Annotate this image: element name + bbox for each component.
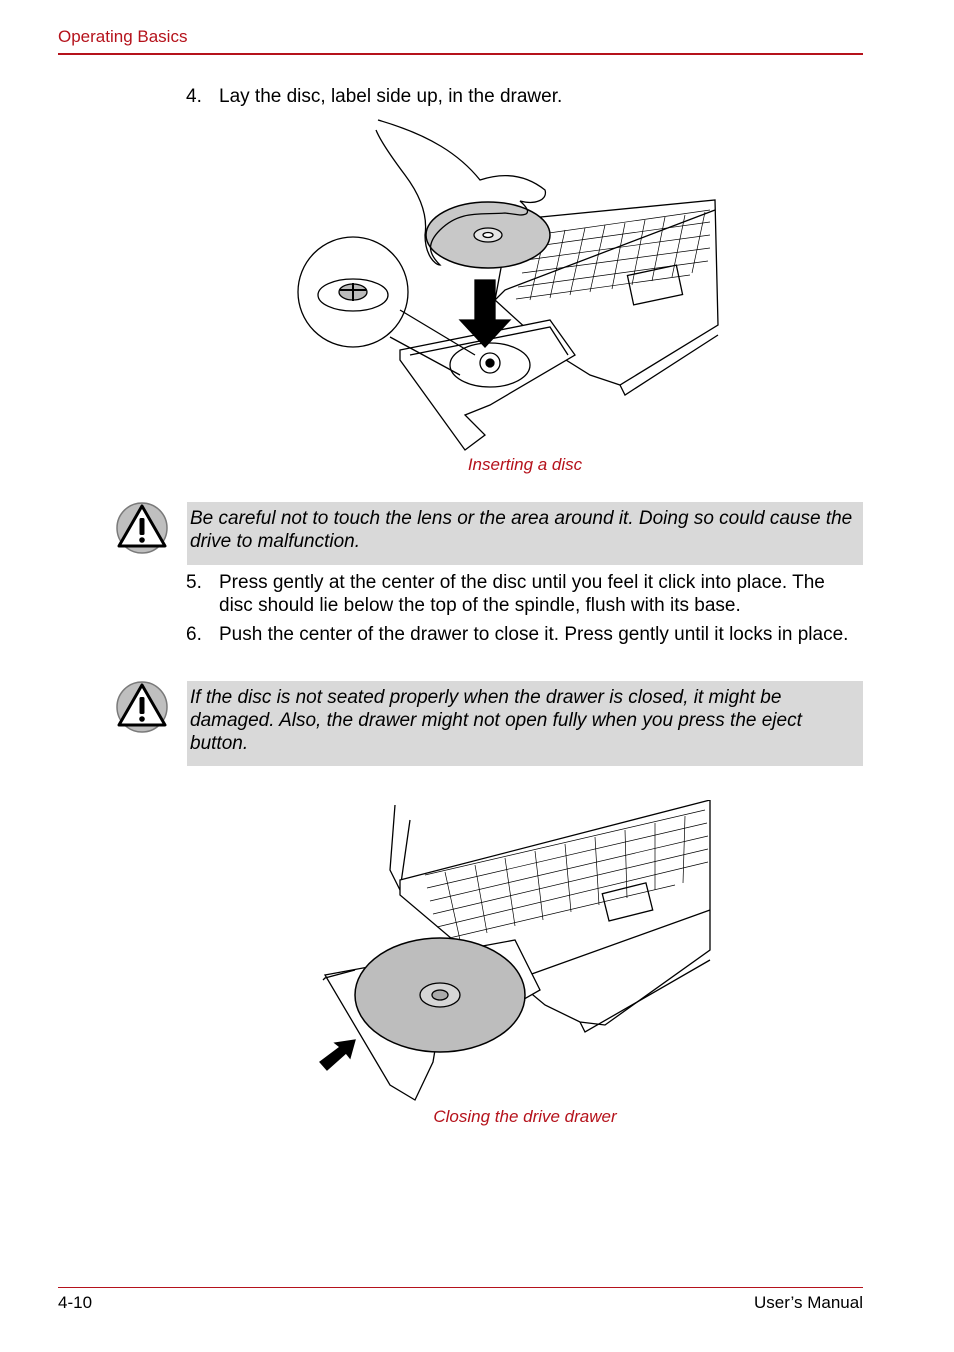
warning-icon <box>115 680 169 734</box>
footer-divider <box>58 1287 863 1288</box>
step-number: 5. <box>186 572 202 593</box>
page-number: 4-10 <box>58 1293 93 1312</box>
step-text: Press gently at the center of the disc until you feel it click into place. The disc should lie below the top of the spindle, flush with its base. <box>219 572 825 616</box>
caution-note <box>187 681 863 766</box>
warning-icon <box>115 501 169 555</box>
figure-caption: Closing the drive drawer <box>433 1107 617 1126</box>
step-6 <box>186 623 849 669</box>
closing-drawer-illustration <box>315 800 715 1105</box>
step-text: Lay the disc, label side up, in the drawer. <box>219 86 563 107</box>
caution-text: Be careful not to touch the lens or the area around it. Doing so could cause the drive to malfunction. <box>190 508 853 552</box>
caution-note <box>187 502 863 565</box>
page-header-title: Operating Basics <box>58 27 188 46</box>
step-5 <box>186 571 846 617</box>
step-text: Push the center of the drawer to close it. Press gently until it locks in place. <box>219 624 849 645</box>
inserting-disc-illustration <box>290 115 730 460</box>
manual-title: User’s Manual <box>754 1293 863 1312</box>
step-number: 6. <box>186 624 202 645</box>
caution-text: If the disc is not seated properly when the drawer is closed, it might be damaged. Also, the drawer might not open fully when you press the eject button. <box>190 687 802 754</box>
figure-caption: Inserting a disc <box>467 455 583 474</box>
header-divider <box>58 53 863 55</box>
step-number: 4. <box>186 86 202 107</box>
